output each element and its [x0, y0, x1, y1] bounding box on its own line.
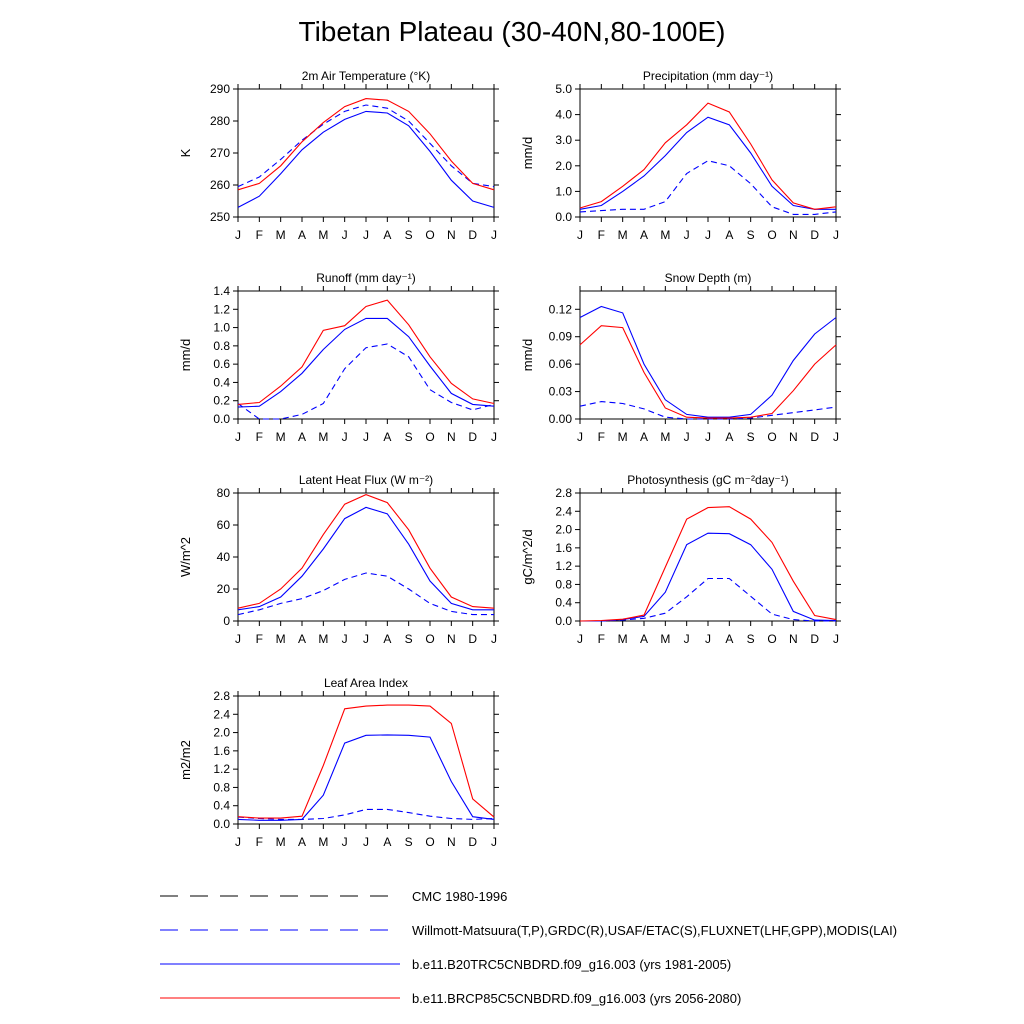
panel-4-xtick-label: J	[705, 430, 711, 444]
panel-1-series-obs	[238, 105, 494, 187]
panel-7-xtick-label: J	[235, 835, 241, 849]
panel-4-series-obs	[580, 402, 836, 419]
panel-2-xtick-label: S	[746, 228, 755, 242]
panel-4-xtick-label: D	[810, 430, 820, 444]
panel-6-ytick-label: 2.4	[555, 504, 572, 519]
panel-3-xtick-label: A	[297, 430, 307, 444]
panel-6-xtick-label: M	[617, 632, 628, 646]
panel-6-xtick-label: D	[810, 632, 820, 646]
panel-1-xtick-label: J	[491, 228, 497, 242]
panel-3-ytick-label: 0.0	[213, 412, 230, 426]
panel-4-ylabel: mm/d	[520, 338, 535, 372]
panel-4-xtick-label: N	[788, 430, 798, 444]
panel-1-title: 2m Air Temperature (°K)	[301, 69, 431, 83]
panel-6-title: Photosynthesis (gC m⁻²day⁻¹)	[627, 473, 789, 487]
panel-2-xtick-label: F	[597, 228, 606, 242]
panel-3-ylabel: mm/d	[178, 338, 193, 372]
panel-2-xtick-label: A	[725, 228, 734, 242]
panel-2-xtick-label: D	[810, 228, 820, 242]
panel-6-ytick-label: 2.0	[555, 522, 572, 537]
panel-5-xtick-label: A	[297, 632, 307, 646]
panel-4-xtick-label: S	[746, 430, 755, 444]
panel-3-ytick-label: 0.8	[213, 338, 230, 353]
panel-2-series-rcp85	[580, 103, 836, 209]
panel-7-ytick-label: 1.6	[213, 743, 230, 758]
panel-4-xtick-label: M	[660, 430, 671, 444]
panel-5-xtick-label: J	[341, 632, 348, 646]
panel-2-xtick-label: A	[639, 228, 649, 242]
panel-7-xtick-label: F	[255, 835, 264, 849]
panel-7-frame	[238, 696, 494, 824]
panel-2-frame	[580, 89, 836, 217]
panel-3-xtick-label: N	[446, 430, 456, 444]
panel-4-xtick-label: J	[683, 430, 690, 444]
panel-6-ytick-label: 2.8	[555, 486, 572, 500]
panel-4-ytick-label: 0.06	[548, 357, 572, 372]
legend-label-4: b.e11.BRCP85C5CNBDRD.f09_g16.003 (yrs 2056-2080)	[412, 991, 742, 1006]
panel-6-series-b20	[580, 533, 836, 621]
panel-7-ytick-label: 0.8	[213, 780, 230, 795]
panel-6-frame	[580, 493, 836, 621]
panel-1-xtick-label: M	[318, 228, 329, 242]
panel-7-ytick-label: 0.4	[213, 798, 230, 813]
panel-7-xtick-label: J	[341, 835, 348, 849]
panel-1-xtick-label: A	[383, 228, 392, 242]
panel-7-title: Leaf Area Index	[323, 676, 409, 690]
panel-5-ylabel: W/m^2	[178, 536, 193, 578]
legend-label-1: CMC 1980-1996	[412, 889, 508, 904]
panel-5-xtick-label: F	[255, 632, 264, 646]
panel-5-ytick-label: 0	[223, 614, 230, 628]
panel-6-xtick-label: J	[683, 632, 690, 646]
panel-3-ytick-label: 0.6	[213, 357, 230, 372]
panel-3-xtick-label: A	[383, 430, 392, 444]
panel-4-xtick-label: A	[725, 430, 734, 444]
panel-4-series-b20	[580, 307, 836, 418]
panel-7-ytick-label: 2.0	[213, 725, 230, 740]
panel-7-xtick-label: O	[425, 835, 435, 849]
panel-7-series-b20	[238, 735, 494, 820]
panel-5-xtick-label: J	[491, 632, 497, 646]
panel-5-xtick-label: N	[446, 632, 456, 646]
panel-6-series-rcp85	[580, 507, 836, 621]
panel-2-xtick-label: J	[577, 228, 583, 242]
panel-1-series-rcp85	[238, 99, 494, 190]
panel-6-ylabel: gC/m^2/d	[520, 529, 535, 585]
panel-2-ylabel: mm/d	[520, 136, 535, 170]
panel-1-ytick-label: 290	[209, 82, 230, 96]
panel-6-xtick-label: J	[833, 632, 839, 646]
panel-4-ytick-label: 0.09	[548, 329, 572, 344]
panel-5-xtick-label: J	[363, 632, 369, 646]
panel-1-ytick-label: 270	[209, 146, 230, 160]
panel-3-xtick-label: O	[425, 430, 435, 444]
panel-7-xtick-label: J	[363, 835, 369, 849]
panel-2-xtick-label: O	[767, 228, 777, 242]
panel-3-ytick-label: 1.4	[213, 284, 230, 298]
panel-1-xtick-label: J	[341, 228, 348, 242]
panel-5-xtick-label: J	[235, 632, 241, 646]
panel-7-xtick-label: J	[491, 835, 497, 849]
panel-5-title: Latent Heat Flux (W m⁻²)	[298, 473, 434, 487]
panel-1-xtick-label: O	[425, 228, 435, 242]
panel-1-ytick-label: 260	[209, 178, 230, 192]
panel-4-xtick-label: O	[767, 430, 777, 444]
panel-6-ytick-label: 0.4	[555, 595, 572, 610]
panel-7-ytick-label: 0.0	[213, 817, 230, 831]
panel-4-title: Snow Depth (m)	[664, 271, 752, 285]
panel-2-ytick-label: 2.0	[555, 158, 572, 173]
panel-3-xtick-label: J	[491, 430, 497, 444]
panel-1-ytick-label: 280	[209, 114, 230, 128]
panel-1-xtick-label: J	[363, 228, 369, 242]
panel-3-title: Runoff (mm day⁻¹)	[316, 271, 416, 285]
panel-6-ytick-label: 1.6	[555, 540, 572, 555]
panel-6-xtick-label: A	[725, 632, 734, 646]
panel-5-series-b20	[238, 507, 494, 609]
panel-3-series-rcp85	[238, 300, 494, 404]
panel-2-ytick-label: 4.0	[555, 107, 572, 122]
panel-1-series-b20	[238, 111, 494, 207]
panel-3-series-obs	[238, 344, 494, 419]
panel-3-frame	[238, 291, 494, 419]
panel-6-series-obs	[580, 579, 836, 622]
panel-7-xtick-label: N	[446, 835, 456, 849]
panel-1-xtick-label: J	[235, 228, 241, 242]
panel-4-xtick-label: A	[639, 430, 649, 444]
panel-6-xtick-label: A	[639, 632, 649, 646]
panel-4-ytick-label: 0.03	[548, 384, 572, 399]
panel-5-series-rcp85	[238, 495, 494, 609]
panel-4-ytick-label: 0.00	[548, 412, 572, 426]
figure-title: Tibetan Plateau (30-40N,80-100E)	[298, 16, 726, 47]
panel-6-ytick-label: 0.8	[555, 577, 572, 592]
panel-5-ytick-label: 80	[216, 486, 230, 500]
panel-1-ytick-label: 250	[209, 210, 230, 224]
panel-6-ytick-label: 0.0	[555, 614, 572, 628]
panel-6-ytick-label: 1.2	[555, 559, 572, 574]
panel-2-xtick-label: J	[705, 228, 711, 242]
legend-label-3: b.e11.B20TRC5CNBDRD.f09_g16.003 (yrs 1981-2005)	[412, 957, 732, 972]
panel-7-series-rcp85	[238, 705, 494, 818]
panel-1-xtick-label: N	[446, 228, 456, 242]
panel-2-title: Precipitation (mm day⁻¹)	[642, 69, 774, 83]
panel-5-xtick-label: M	[318, 632, 329, 646]
panel-3-series-b20	[238, 318, 494, 407]
panel-1-xtick-label: D	[468, 228, 478, 242]
panel-7-ytick-label: 2.8	[213, 689, 230, 703]
panel-5-ytick-label: 20	[216, 582, 230, 596]
panel-7-ytick-label: 2.4	[213, 707, 230, 722]
panel-7-xtick-label: A	[297, 835, 307, 849]
panel-5-xtick-label: A	[383, 632, 392, 646]
panel-6-xtick-label: J	[705, 632, 711, 646]
panel-2-xtick-label: M	[617, 228, 628, 242]
panel-7-xtick-label: M	[318, 835, 329, 849]
panel-2-series-b20	[580, 117, 836, 209]
panel-6-xtick-label: S	[746, 632, 755, 646]
panel-2-xtick-label: M	[660, 228, 671, 242]
panel-2-ytick-label: 3.0	[555, 133, 572, 148]
panel-1-xtick-label: S	[404, 228, 413, 242]
panel-5-frame	[238, 493, 494, 621]
panel-3-xtick-label: S	[404, 430, 413, 444]
panel-3-xtick-label: F	[255, 430, 264, 444]
panel-6-xtick-label: J	[577, 632, 583, 646]
panel-3-ytick-label: 1.0	[213, 320, 230, 335]
panel-2-xtick-label: N	[788, 228, 798, 242]
panel-7-xtick-label: S	[404, 835, 413, 849]
panel-5-series-obs	[238, 573, 494, 615]
panel-1-xtick-label: M	[275, 228, 286, 242]
panel-1-xtick-label: F	[255, 228, 264, 242]
panel-3-xtick-label: J	[235, 430, 241, 444]
legend-label-2: Willmott-Matsuura(T,P),GRDC(R),USAF/ETAC(S),FLUXNET(LHF,GPP),MODIS(LAI)	[412, 923, 898, 938]
panel-4-xtick-label: F	[597, 430, 606, 444]
panel-7-ytick-label: 1.2	[213, 762, 230, 777]
panel-3-ytick-label: 1.2	[213, 302, 230, 317]
panel-1-ylabel: K	[178, 148, 193, 158]
panel-5-xtick-label: O	[425, 632, 435, 646]
panel-4-xtick-label: J	[577, 430, 583, 444]
panel-7-xtick-label: M	[275, 835, 286, 849]
panel-3-ytick-label: 0.4	[213, 375, 230, 390]
panel-5-xtick-label: M	[275, 632, 286, 646]
panel-1-xtick-label: A	[297, 228, 307, 242]
panel-2-ytick-label: 0.0	[555, 210, 572, 224]
panel-6-xtick-label: N	[788, 632, 798, 646]
panel-5-xtick-label: D	[468, 632, 478, 646]
panel-3-ytick-label: 0.2	[213, 393, 230, 408]
panel-5-xtick-label: S	[404, 632, 413, 646]
panel-4-ytick-label: 0.12	[548, 302, 572, 317]
panel-4-series-rcp85	[580, 326, 836, 418]
panel-2-xtick-label: J	[833, 228, 839, 242]
panel-2-ytick-label: 1.0	[555, 184, 572, 199]
panel-6-xtick-label: M	[660, 632, 671, 646]
panel-3-xtick-label: J	[363, 430, 369, 444]
panel-3-xtick-label: M	[318, 430, 329, 444]
panel-1-frame	[238, 89, 494, 217]
panel-3-xtick-label: M	[275, 430, 286, 444]
panel-2-ytick-label: 5.0	[555, 82, 572, 96]
panel-5-ytick-label: 60	[216, 518, 230, 532]
panel-4-xtick-label: M	[617, 430, 628, 444]
panel-7-xtick-label: D	[468, 835, 478, 849]
panel-2-xtick-label: J	[683, 228, 690, 242]
panel-6-xtick-label: F	[597, 632, 606, 646]
panel-7-xtick-label: A	[383, 835, 392, 849]
panel-3-xtick-label: D	[468, 430, 478, 444]
panel-3-xtick-label: J	[341, 430, 348, 444]
panel-5-ytick-label: 40	[216, 550, 230, 564]
panel-6-xtick-label: O	[767, 632, 777, 646]
panel-7-ylabel: m2/m2	[178, 740, 193, 780]
panel-4-xtick-label: J	[833, 430, 839, 444]
